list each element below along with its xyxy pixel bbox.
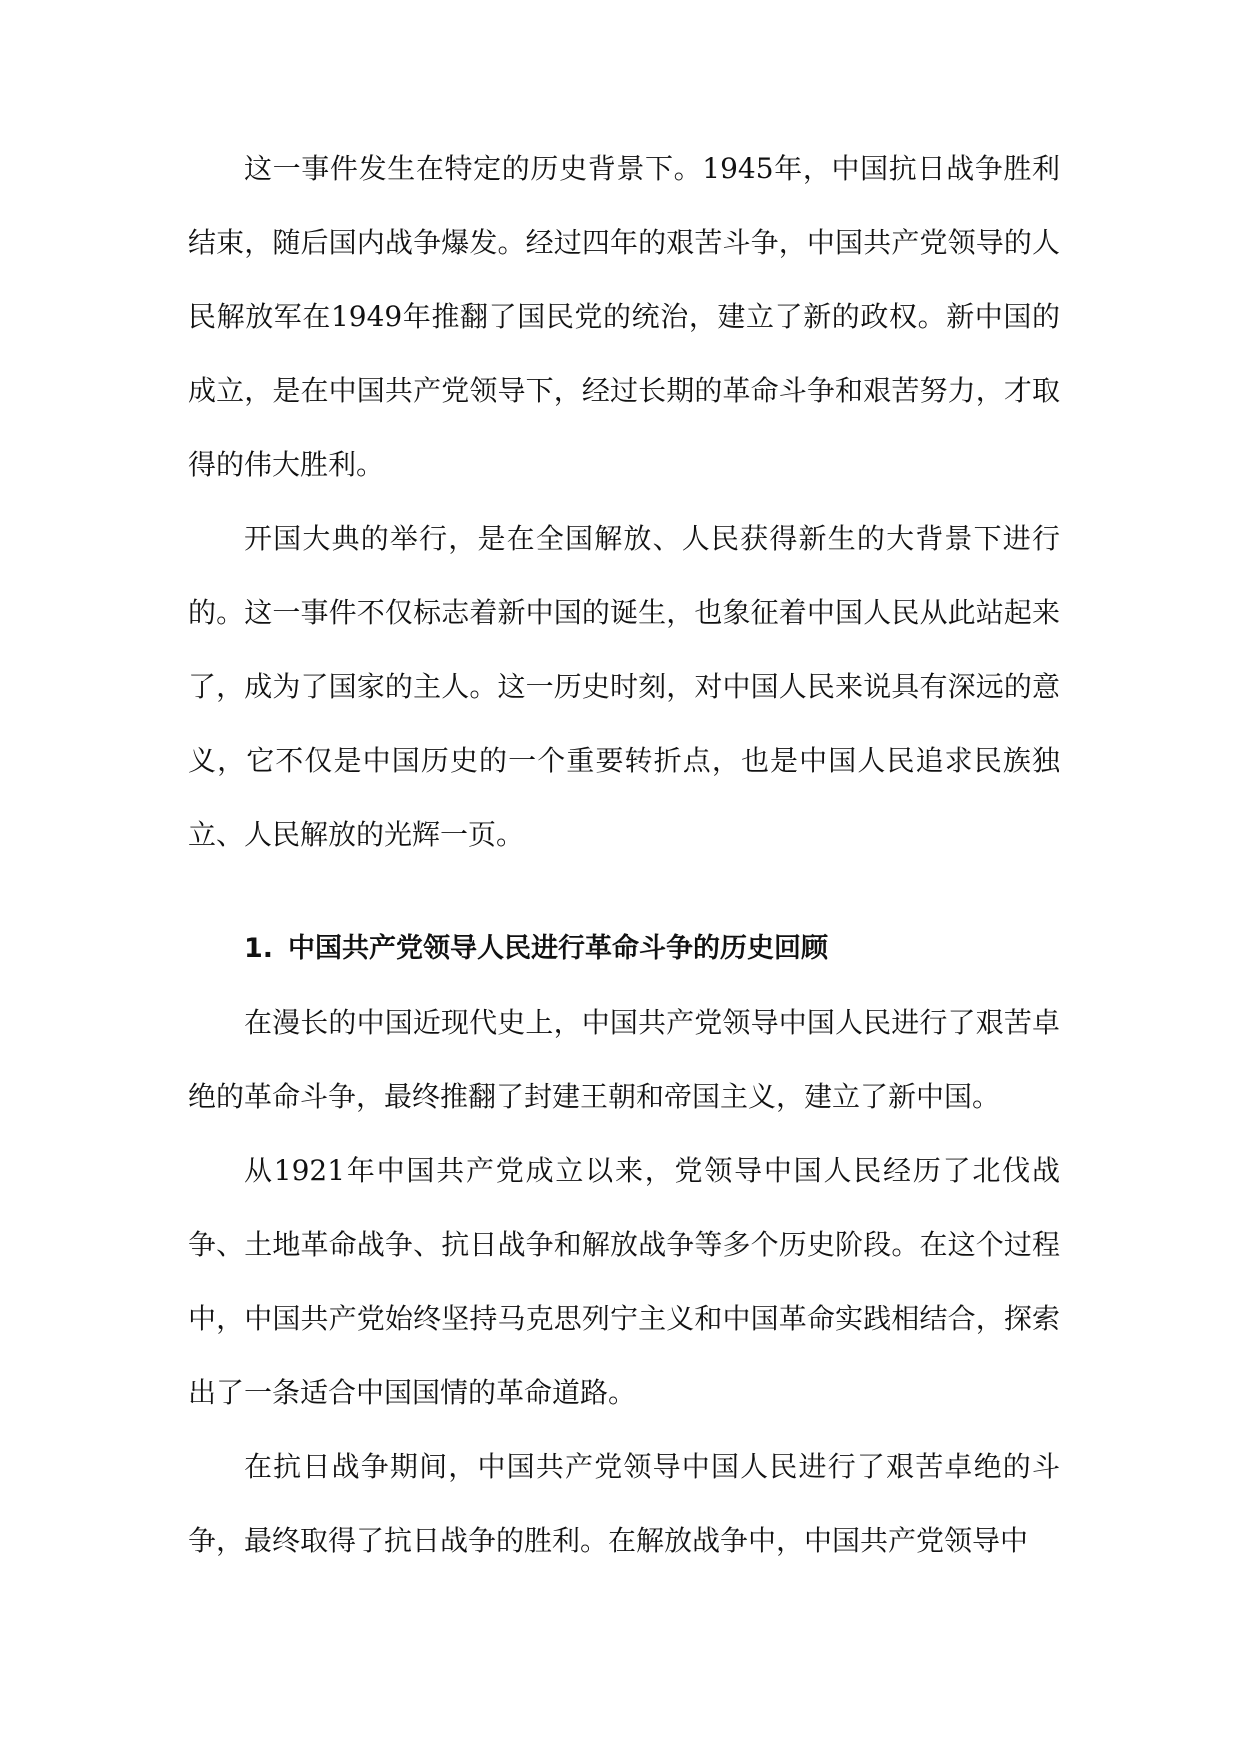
paragraph-party-history: 从1921年中国共产党成立以来，党领导中国人民经历了北伐战争、土地革命战争、抗日战争和解放战争等多个历史阶段。在这个过程中，中国共产党始终坚持马克思列宁主义和中国革命实践相结合，探索出了一条适合中国国情的革命道路。 xyxy=(188,1154,1060,1409)
document-body xyxy=(188,132,1060,1578)
section-heading xyxy=(188,912,1060,986)
paragraph-historical-background: 这一事件发生在特定的历史背景下。1945年，中国抗日战争胜利结束，随后国内战争爆发。经过四年的艰苦斗争，中国共产党领导的人民解放军在1949年推翻了国民党的统治，建立了新的政权。新中国的成立，是在中国共产党领导下，经过长期的革命斗争和艰苦努力，才取得的伟大胜利。 xyxy=(188,152,1060,481)
paragraph-revolution-overview: 在漫长的中国近现代史上，中国共产党领导中国人民进行了艰苦卓绝的革命斗争，最终推翻了封建王朝和帝国主义，建立了新中国。 xyxy=(188,1006,1060,1113)
paragraph-war-of-resistance: 在抗日战争期间，中国共产党领导中国人民进行了艰苦卓绝的斗争，最终取得了抗日战争的胜利。在解放战争中，中国共产党领导中 xyxy=(188,1450,1060,1557)
paragraph-founding-ceremony: 开国大典的举行，是在全国解放、人民获得新生的大背景下进行的。这一事件不仅标志着新中国的诞生，也象征着中国人民从此站起来了，成为了国家的主人。这一历史时刻，对中国人民来说具有深远的意义，它不仅是中国历史的一个重要转折点，也是中国人民追求民族独立、人民解放的光辉一页。 xyxy=(188,522,1060,851)
section-heading-number: 1. xyxy=(244,933,274,964)
section-heading-title: 中国共产党领导人民进行革命斗争的历史回顾 xyxy=(288,933,828,964)
